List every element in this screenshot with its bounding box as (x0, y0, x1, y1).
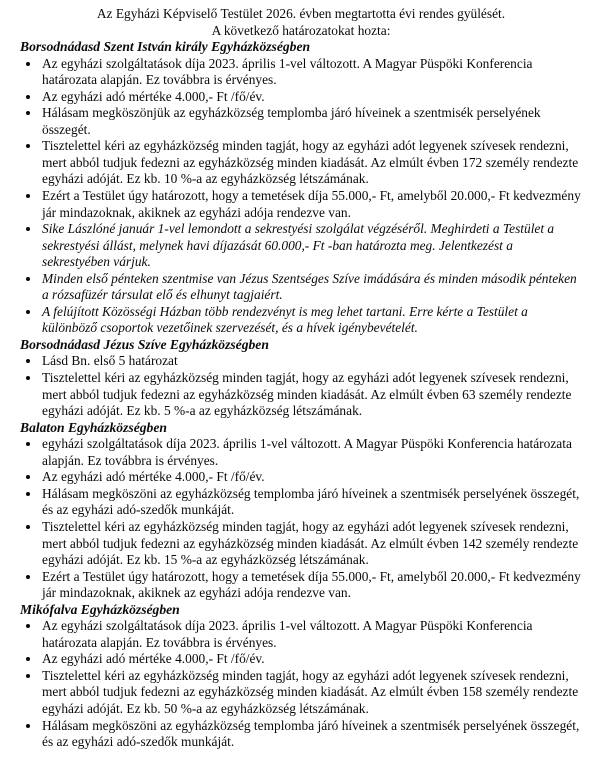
list-item: • Tisztelettel kéri az egyházközség minden tagját, hogy az egyházi adót legyenek szívesek rendezni, mert abból tudjuk fedezni az egyházközség minden kiadását. Az elmúlt évben 142 személy rendezte egyházi adóját. Ez kb. 15 %-a az egyházközség létszámának. (41, 519, 582, 569)
intro-line-1: Az Egyházi Képviselő Testület 2026. évben megtartotta évi rendes gyülését. (96, 6, 506, 21)
intro-line-2: A következő határozatokat hozta: (211, 22, 391, 38)
list-item: • Tisztelettel kéri az egyházközség minden tagját, hogy az egyházi adót legyenek szívesek rendezni, mert abból tudjuk fedezni az egyházközség minden kiadását. Az elmúlt évben 158 személy rendezte egyházi adóját. Ez kb. 50 %-a az egyházközség létszámának. (41, 668, 582, 718)
list-item: • Minden első pénteken szentmise van Jézus Szentséges Szíve imádására és minden második pénteken a rózsafüzér társulat elő és elhunyt tagjaiért. (41, 271, 582, 304)
section-heading: Borsodnádasd Szent István király Egyházközségben (20, 39, 311, 55)
section-heading: Borsodnádasd Jézus Szíve Egyházközségben (20, 336, 269, 352)
section (20, 602, 582, 751)
list-item: • Az egyházi adó mértéke 4.000,- Ft /fő/év. (41, 469, 582, 486)
list-item: • Sike Lászlóné január 1-vel lemondott a sekrestyési szolgálat végzéséről. Meghirdeti a Testület a sekrestyési állást, melynek havi díjazását 60.000,- Ft -ban határozta meg. Jelentkezést a sekrestyében várjuk. (41, 221, 582, 271)
list-item: • Hálásam megköszöni az egyházközség templomba járó híveinek a szentmisék perselyének összegét, és az egyházi adó-szedők munkáját. (41, 486, 582, 519)
section (20, 337, 582, 420)
list-item: • Az egyházi szolgáltatások díja 2023. április 1-vel változott. A Magyar Püspöki Konferencia határozata alapján. Ez továbbra is érvényes. (41, 56, 582, 89)
section-heading: Balaton Egyházközségben (20, 419, 167, 435)
section (20, 420, 582, 602)
list-item: • egyházi szolgáltatások díja 2023. április 1-vel változott. A Magyar Püspöki Konferencia határozata alapján. Ez továbbra is érvényes. (41, 436, 582, 469)
list-item: • Ezért a Testület úgy határozott, hogy a temetések díja 55.000,- Ft, amelyből 20.000,- Ft kedvezmény jár mindazoknak, akiknek az egyházi adója rendezve van. (41, 569, 582, 602)
section-heading: Mikófalva Egyházközségben (20, 601, 180, 617)
list-item: • Az egyházi szolgáltatások díja 2023. április 1-vel változott. A Magyar Püspöki Konferencia határozata alapján. Ez továbbra is érvényes. (41, 618, 582, 651)
sections-container (20, 39, 582, 751)
bullet-list (20, 56, 582, 337)
section (20, 39, 582, 337)
bullet-list (20, 618, 582, 750)
list-item: • Tisztelettel kéri az egyházközség minden tagját, hogy az egyházi adót legyenek szívesek rendezni, mert abból tudjuk fedezni az egyházközség minden kiadását. Az elmúlt évben 63 személy rendezte egyházi adóját. Ez kb. 5 %-a az egyházközség létszámának. (41, 370, 582, 420)
list-item: • Az egyházi adó mértéke 4.000,- Ft /fő/év. (41, 89, 582, 106)
bullet-list (20, 436, 582, 601)
list-item: • Az egyházi adó mértéke 4.000,- Ft /fő/év. (41, 651, 582, 668)
list-item: • Hálásam megköszönjük az egyházközség templomba járó híveinek a szentmisék perselyének összegét. (41, 105, 582, 138)
list-item: • Lásd Bn. első 5 határozat (41, 353, 582, 370)
list-item: • Hálásam megköszöni az egyházközség templomba járó híveinek a szentmisék perselyének összegét, és az egyházi adó-szedők munkáját. (41, 718, 582, 751)
list-item: • Tisztelettel kéri az egyházközség minden tagját, hogy az egyházi adót legyenek szívesek rendezni, mert abból tudjuk fedezni az egyházközség minden kiadását. Az elmúlt évben 172 személy rendezte egyházi adóját. Ez kb. 10 %-a az egyházközség létszámának. (41, 138, 582, 188)
list-item: • Ezért a Testület úgy határozott, hogy a temetések díja 55.000,- Ft, amelyből 20.000,- Ft kedvezmény jár mindazoknak, akiknek az egyházi adója rendezve van. (41, 188, 582, 221)
list-item: • A felújított Közösségi Házban több rendezvényt is meg lehet tartani. Erre kérte a Testület a különböző csoportok vezetőinek szervezését, és a hívek igénybevételét. (41, 304, 582, 337)
bullet-list (20, 353, 582, 419)
